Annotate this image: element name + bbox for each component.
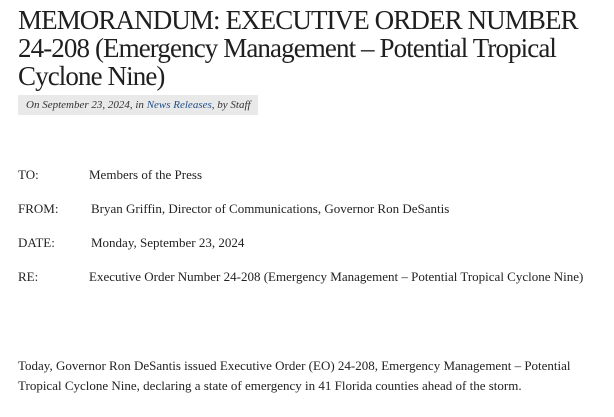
post-date-text: On September 23, 2024, in <box>26 99 147 111</box>
memo-date-value: Monday, September 23, 2024 <box>91 235 245 250</box>
page-title: MEMORANDUM: EXECUTIVE ORDER NUMBER 24-208 (Emergency Management – Potential Tropical Cyclone Nine) <box>18 5 578 91</box>
post-author-text: , by Staff <box>211 99 251 111</box>
memo-from-row <box>18 200 608 234</box>
memo-date-row <box>18 234 608 268</box>
memo-to-row <box>18 166 608 200</box>
article-header <box>18 0 608 115</box>
memo-re-row <box>18 268 608 312</box>
memo-re-label: RE: <box>18 269 39 284</box>
memo-from-value: Bryan Griffin, Director of Communications, Governor Ron DeSantis <box>91 201 450 216</box>
memo-date-label: DATE: <box>18 235 55 250</box>
memo-to-value: Members of the Press <box>89 167 203 182</box>
memo-block <box>18 166 608 312</box>
memo-from-label: FROM: <box>18 201 59 216</box>
memo-re-value: Executive Order Number 24-208 (Emergency Management – Potential Tropical Cyclone Nine) <box>89 269 584 284</box>
body-paragraph: Today, Governor Ron DeSantis issued Executive Order (EO) 24-208, Emergency Management – Potential Tropical Cyclone Nine, declaring a state of emergency in 41 Florida counties ahead of the storm. <box>18 358 571 393</box>
category-link[interactable]: News Releases <box>146 99 212 111</box>
post-meta <box>18 95 258 115</box>
memo-to-label: TO: <box>18 167 39 182</box>
